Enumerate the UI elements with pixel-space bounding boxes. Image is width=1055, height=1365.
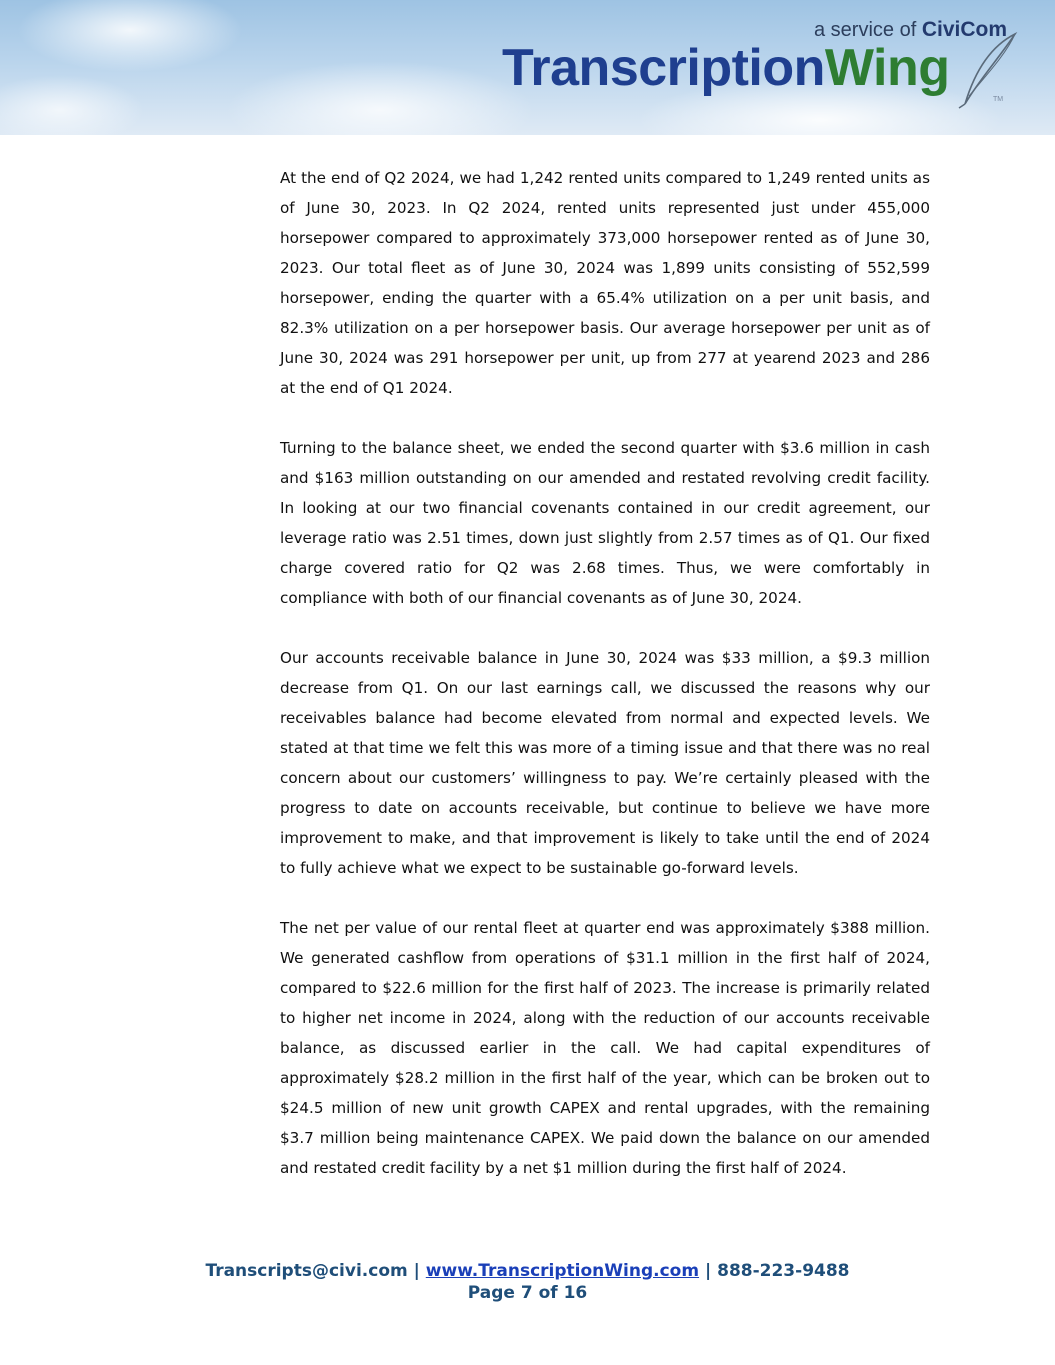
paragraph-rental-fleet-value: The net per value of our rental fleet at quarter end was approximately $388 million. We generated cashflow from operations of $31.1 million in the first half of 2024, compared to $22.6 million for the first half of 2023. The increase is primarily related to higher net income in 2024, along with the reduction of our accounts receivable balance, as discussed earlier in the call. We had capital expenditures of approximately $28.2 million in the first half of the year, which can be broken out to $24.5 million of new unit growth CAPEX and rental upgrades, with the remaining $3.7 million being maintenance CAPEX. We paid down the balance on our amended and restated credit facility by a net $1 million during the first half of 2024.	[280, 919, 930, 1177]
transcriptionwing-logo	[502, 39, 950, 97]
feather-quill-icon	[955, 30, 1025, 110]
logo-part-wing: Wing	[824, 39, 950, 97]
footer-website-link[interactable]: www.TranscriptionWing.com	[425, 1261, 700, 1281]
paragraph-rented-units: At the end of Q2 2024, we had 1,242 rented units compared to 1,249 rented units as of June 30, 2023. In Q2 2024, rented units represented just under 455,000 horsepower compared to approximately 373,000 horsepower rented as of June 30, 2023. Our total fleet as of June 30, 2024 was 1,899 units consisting of 552,599 horsepower, ending the quarter with a 65.4% utilization on a per unit basis, and 82.3% utilization on a per horsepower basis. Our average horsepower per unit as of June 30, 2024 was 291 horsepower per unit, up from 277 at yearend 2023 and 286 at the end of Q1 2024.	[280, 169, 930, 397]
civicom-brand: CiviCom	[921, 18, 1007, 41]
logo-part-transcription: Transcription	[502, 39, 825, 97]
page-footer	[0, 1260, 1055, 1304]
paragraph-balance-sheet: Turning to the balance sheet, we ended the second quarter with $3.6 million in cash and $163 million outstanding on our amended and restated revolving credit facility. In looking at our two financial covenants contained in our credit agreement, our leverage ratio was 2.51 times, down just slightly from 2.57 times as of Q1. Our fixed charge covered ratio for Q2 was 2.68 times. Thus, we were comfortably in compliance with both of our financial covenants as of June 30, 2024.	[280, 439, 930, 607]
service-prefix: a service of	[813, 19, 917, 41]
footer-contact-line	[0, 1260, 1055, 1282]
footer-separator: |	[413, 1261, 420, 1281]
page-number: Page 7 of 16	[467, 1283, 588, 1303]
footer-separator: |	[704, 1261, 712, 1281]
footer-email[interactable]: Transcripts@civi.com	[205, 1261, 408, 1281]
transcript-body	[280, 163, 930, 1213]
page-header	[0, 0, 1055, 135]
paragraph-accounts-receivable: Our accounts receivable balance in June 30, 2024 was $33 million, a $9.3 million decrease from Q1. On our last earnings call, we discussed the reasons why our receivables balance had become elevated from normal and expected levels. We stated at that time we felt this was more of a timing issue and that there was no real concern about our customers’ willingness to pay. We’re certainly pleased with the progress to date on accounts receivable, but continue to believe we have more improvement to make, and that improvement is likely to take until the end of 2024 to fully achieve what we expect to be sustainable go-forward levels.	[280, 649, 930, 877]
footer-phone: 888-223-9488	[717, 1261, 850, 1281]
trademark-mark: TM	[993, 96, 1004, 103]
